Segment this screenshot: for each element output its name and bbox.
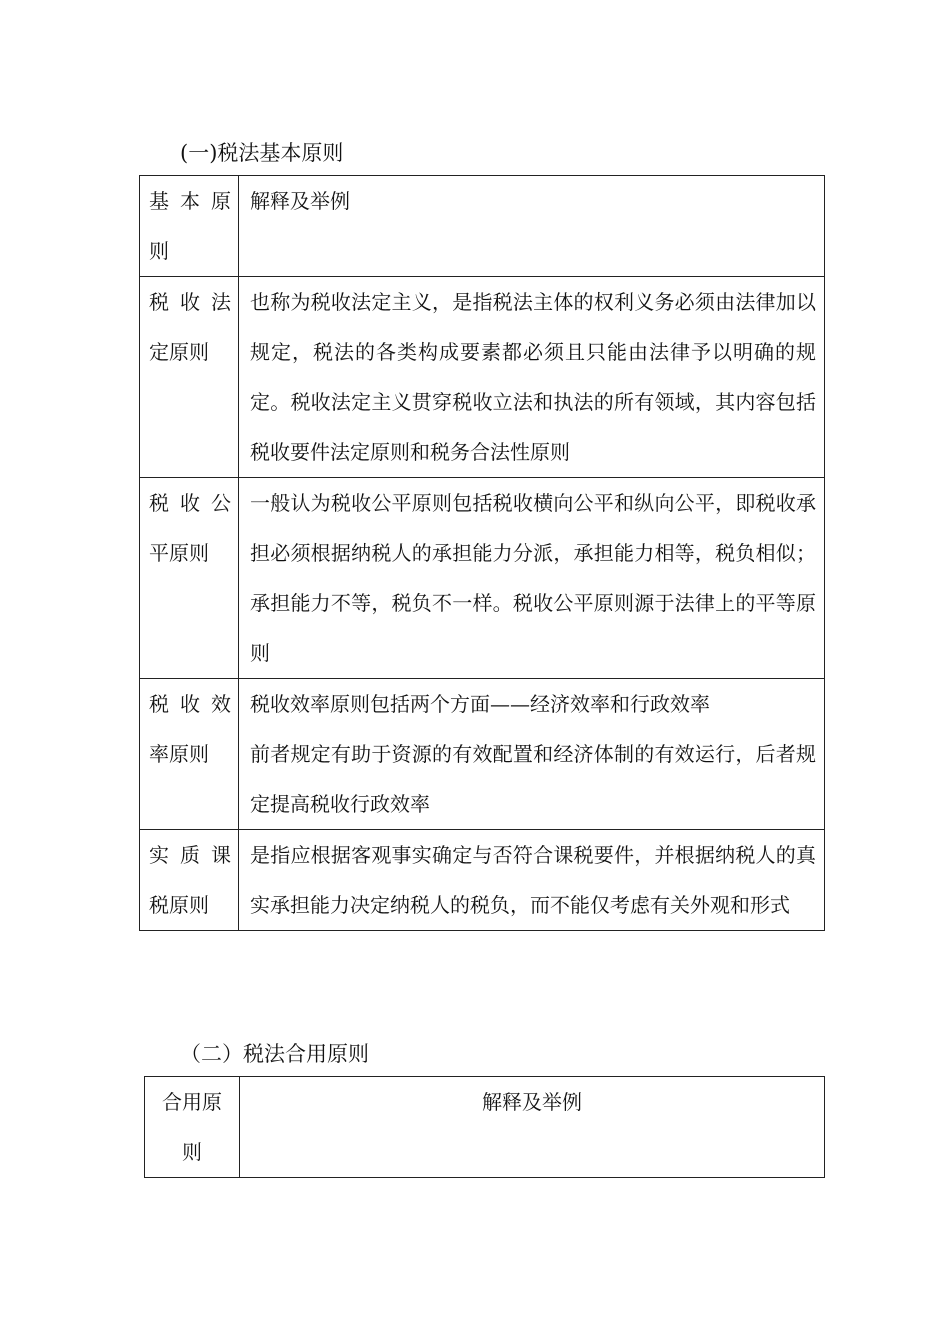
- header-principle-line1: 基 本 原: [149, 189, 231, 213]
- table-row: [140, 277, 825, 478]
- principle-name-line2: 平原则: [149, 541, 209, 565]
- principle-name-cell: [140, 679, 239, 830]
- principle-name-line2: 定原则: [149, 340, 209, 364]
- principle-name-cell: [140, 830, 239, 931]
- table-header-row: [145, 1077, 825, 1178]
- table-row: [140, 830, 825, 931]
- section-2-title: （二）税法合用原则: [180, 1042, 369, 1066]
- section-1-title: (一)税法基本原则: [180, 141, 344, 165]
- table-row: [140, 679, 825, 830]
- principle-description-line1: 税收效率原则包括两个方面——经济效率和行政效率: [250, 692, 710, 716]
- principle-description: 也称为税收法定主义，是指税法主体的权利义务必须由法律加以规定，税法的各类构成要素都必须且只能由法律予以明确的规定。税收法定主义贯穿税收立法和执法的所有领域，其内容包括税收要件法定原则和税务合法性原则: [239, 277, 825, 478]
- table-header-row: [140, 176, 825, 277]
- header-principle-cell: [145, 1077, 240, 1178]
- header-principle-line2: 则: [149, 239, 169, 263]
- principle-name-cell: [140, 478, 239, 679]
- basic-principles-table: [139, 175, 825, 931]
- principle-name-line1: 税 收 效: [149, 692, 231, 716]
- principle-name-cell: [140, 277, 239, 478]
- header-explanation-cell: 解释及举例: [239, 176, 825, 277]
- principle-name-line1: 实 质 课: [149, 843, 231, 867]
- header-principle-line1: 合用原: [162, 1090, 222, 1114]
- principle-name-line2: 率原则: [149, 742, 209, 766]
- principle-description: 是指应根据客观事实确定与否符合课税要件，并根据纳税人的真实承担能力决定纳税人的税负，而不能仅考虑有关外观和形式: [239, 830, 825, 931]
- principle-description-line2: 前者规定有助于资源的有效配置和经济体制的有效运行，后者规定提高税收行政效率: [250, 742, 816, 816]
- principle-description: 一般认为税收公平原则包括税收横向公平和纵向公平，即税收承担必须根据纳税人的承担能力分派，承担能力相等，税负相似；承担能力不等，税负不一样。税收公平原则源于法律上的平等原则: [239, 478, 825, 679]
- header-principle-line2: 则: [182, 1140, 202, 1164]
- principle-name-line1: 税 收 法: [149, 290, 231, 314]
- header-principle-cell: [140, 176, 239, 277]
- header-explanation-cell: 解释及举例: [240, 1077, 825, 1178]
- principle-name-line2: 税原则: [149, 893, 209, 917]
- table-row: [140, 478, 825, 679]
- principle-name-line1: 税 收 公: [149, 491, 231, 515]
- principle-description-cell: [239, 679, 825, 830]
- application-principles-table: [144, 1076, 825, 1178]
